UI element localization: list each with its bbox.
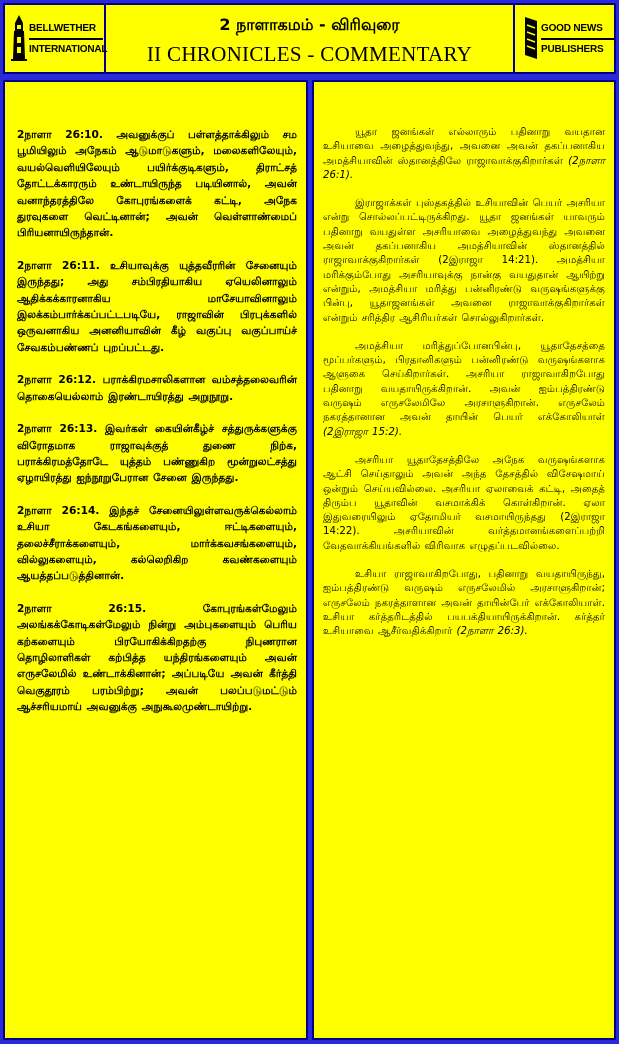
logo-right-line2: PUBLISHERS [541, 44, 604, 55]
verse-paragraph: 2நாளா 26:13. இவர்கள் கையின்கீழ்ச் சத்துருக்களுக்கு விரோதமாக ராஜாவுக்குத் துணை நிற்க, பராக்கிரமத்தோடே யுத்தம் பண்ணுகிற மூன்றுலட்சத்து ஏழாயிரத்து ஐந்நூறுபேரான சேனை இருந்தது. [17, 423, 297, 485]
scripture-reference: (2நாளா 26:3). [456, 626, 528, 638]
verse-paragraph: 2நாளா 26:15. கோபுரங்கள்மேலும் அலங்கக்கோடிகள்மேலும் நின்று அம்புகளையும் பெரிய கற்களையும் பிரயோகிக்கிறதற்கு நிபுணரான தொழிலாளிகள் கற்பித்த யந்திரங்களையும் அவன் எருசலேமில் உண்டாக்கினான்; அப்படியே அவன் கீர்த்தி வெகுதூரம் பரம்பிற்று; அவன் பலப்படுமட்டும் ஆச்சரியமாய் அவனுக்கு அநுகூலமுண்டாயிற்று. [17, 602, 297, 714]
commentary-text: இராஜாக்கள் புஸ்தகத்தில் உசியாவின் பெயர் அசரியா என்று சொல்லப்பட்டிருக்கிறது. யூதா ஜனங்கள் யாவரும் பதினாறு வயதுள்ள அசரியாவை அழைத்துவந்து அவனை அவன் தகப்பனாகிய அமத்சியாவின் ஸ்தானத்தில் ராஜாவாக்குகிறார்கள் (2இராஜா 14:21). அமத்சியா மரிக்கும்போது அசரியாவுக்கு நான்கு வயதுதான் ஆயிற்று என்றும், அமத்சியா மரித்து பன்னிரண்டு வருஷங்களுக்கு பின்பு, யூதாஜனங்கள் அவனை ராஜாவாக்குகிறார்கள் என்றும் சரித்திர ஆசிரியர்கள் சொல்லுகிறார்கள். [323, 198, 605, 324]
page-title [106, 5, 513, 72]
commentary-column [312, 80, 616, 1040]
verse-paragraph: 2நாளா 26:12. பராக்கிரமசாலிகளான வம்சத்தலைவரின் தொகையெல்லாம் இரண்டாயிரத்து அறுநூறு. [17, 374, 297, 403]
commentary-text: உசியா ராஜாவாகிறபோது, பதினாறு வயதாயிருந்து, ஐம்பத்திரண்டு வருஷம் எருசலேமில் அரசாளுகிறான்; எருசலேம் நகரத்தாளான அவன் தாயின்பேர் எக்கோலியாள். உசியா கர்த்தரிடத்தில் பயபக்தியாயிருக்கிறான். கர்த்தர் உசியாவை ஆசீர்வதிக்கிறார் [323, 569, 605, 638]
logo-right-line1: GOOD NEWS [541, 19, 615, 40]
commentary-paragraph [323, 126, 605, 183]
commentary-paragraph [323, 340, 605, 440]
page-header [3, 3, 616, 74]
scripture-reference: (2இராஜா 15:2). [323, 426, 403, 438]
commentary-paragraph [323, 197, 605, 326]
logo-left-line1: BELLWETHER [29, 19, 103, 40]
title-tamil: 2 நாளாகமம் - விரிவுரை [219, 15, 400, 34]
book-pages-icon [523, 15, 539, 61]
verse-column [3, 80, 308, 1040]
logo-left-line2: INTERNATIONAL [29, 44, 108, 55]
verse-paragraph: 2நாளா 26:10. அவனுக்குப் பள்ளத்தாக்கிலும் சம பூமியிலும் அநேகம் ஆடுமாடுகளும், மலைகளிலேயும், வயல்வெளியிலேயும் பயிர்க்குடிகளும், திராட்சத் தோட்டக்காரரும் உண்டாயிருந்த படியினால், அவன் வனாந்தரத்திலே கோபுரங்களைக் கட்டி, அநேக துரவுகளை வெட்டினான்; அவன் வெள்ளாண்மைப் பிரியனாயிருந்தான். [17, 129, 297, 240]
commentary-text: அமத்சியா மரித்துப்போனபின்பு, யூதாதேசத்தை மூப்பர்களும், பிரதானிகளும் பன்னிரண்டு வருஷங்களாக ஆளுகை செய்கிறார்கள். அசரியா ராஜாவாகிறபோது பதினாறு வயதாயிருக்கிறான். அவன் ஐம்பத்திரண்டு வருஷம் எருசலேமிலே அரசாளுகிறான். எருசலேம் நகரத்தானான அவன் தாயின் பெயர் எக்கோலியாள் [323, 340, 605, 424]
title-english: II CHRONICLES - COMMENTARY [146, 42, 473, 66]
bell-tower-icon [11, 15, 27, 61]
scripture-reference: (2நாளா 26:1). [323, 155, 605, 181]
commentary-text: அசரியா யூதாதேசத்திலே அநேக வருஷங்களாக ஆட்சி செய்தாலும் அவன் அந்த தேசத்தில் விசேஷமாய் ஒன்றும் செய்யவில்லை. அசரியா ஏலாவைக் கட்டி, அதைத் திரும்ப யூதாவின் வசமாக்கிக் கொள்கிறான். ஏலா இதுவரையிலும் ஏதோமியர் வசமாயிருந்தது (2இராஜா 14:22). அசரியாவின் வர்த்தமானங்களைப்பற்றி வேதவாக்கியங்களில் விரிவாக எழுதப்படவில்லை. [323, 454, 605, 552]
commentary-text: யூதா ஜனங்கள் எல்லாரும் பதினாறு வயதான உசியாவை அழைத்துவந்து, அவனை அவன் தகப்பனாகிய அமத்சியாவின் ஸ்தானத்திலே ராஜாவாக்குகிறார்கள் [323, 127, 605, 167]
commentary-paragraph [323, 568, 605, 639]
commentary-paragraph [323, 454, 605, 554]
good-news-logo [513, 5, 614, 72]
bellwether-logo [5, 5, 106, 72]
verse-paragraph: 2நாளா 26:14. இந்தச் சேனையிலுள்ளவருக்கெல்லாம் உசியா கேடகங்களையும், ஈட்டிகளையும், தலைச்சீராக்களையும், மார்க்கவசங்களையும், வில்லுகளையும், கல்லெறிகிற கவண்களையும் ஆயத்தப்படுத்தினான். [17, 504, 297, 583]
verse-paragraph: 2நாளா 26:11. உசியாவுக்கு யுத்தவீரரின் சேனையும் இருந்தது; அது சம்பிரதியாகிய ஏயெலினாலும் ஆதிக்கக்காரனாகிய மாசேயாவினாலும் இலக்கம்பார்க்கப்பட்டபடியே, ராஜாவின் பிரபுக்களில் ஒருவனாகிய அனனியாவின் கீழ் வகுப்பு வகுப்பாய்ச் சேவகம்பண்ணப் புறப்பட்டது. [17, 259, 297, 354]
